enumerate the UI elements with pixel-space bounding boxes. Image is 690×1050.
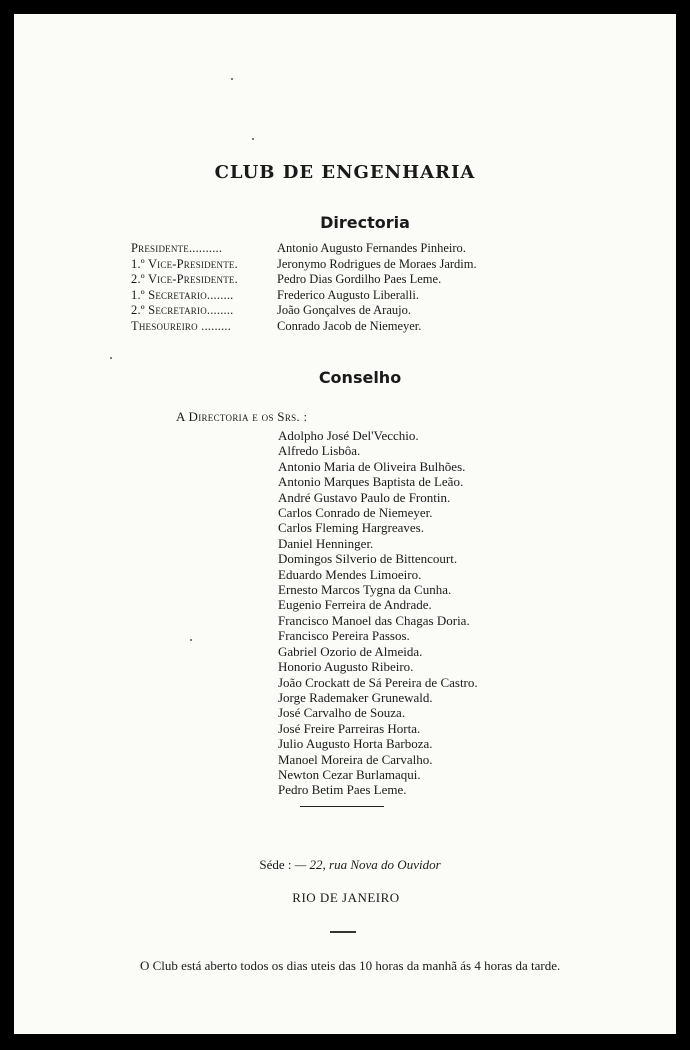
office-title: 2.º Vice-Presidente.: [131, 272, 238, 286]
officer-row: [131, 319, 477, 335]
member-name: Adolpho José Del'Vecchio.: [278, 428, 419, 443]
member-name: Carlos Conrado de Niemeyer.: [278, 505, 433, 521]
section-divider: [300, 806, 384, 807]
office-title: 1.º Vice-Presidente.: [131, 256, 238, 271]
member-name: Honorio Augusto Ribeiro.: [278, 659, 414, 675]
member-name: Francisco Manoel das Chagas Doria.: [278, 612, 470, 628]
member-name: Gabriel Ozorio de Almeida.: [278, 643, 423, 659]
print-speck: [231, 78, 233, 80]
officer-row: [131, 257, 477, 273]
member-name: Julio Augusto Horta Barboza.: [278, 736, 433, 752]
member-name: André Gustavo Paulo de Frontin.: [278, 489, 451, 505]
office-title: 2.º Secretario........: [131, 303, 234, 317]
member-name: Domingos Silverio de Bittencourt.: [278, 551, 458, 567]
directoria-heading: Directoria: [320, 213, 410, 232]
print-speck: [190, 639, 192, 641]
officer-name: Pedro Dias Gordilho Paes Leme.: [277, 272, 442, 286]
conselho-intro: A Directoria e os Srs. :: [176, 409, 308, 424]
member-name: Daniel Henninger.: [278, 535, 374, 551]
office-title: Presidente..........: [131, 241, 223, 255]
page-title: CLUB DE ENGENHARIA: [214, 162, 476, 183]
print-speck: [110, 357, 112, 359]
member-name: Eduardo Mendes Limoeiro.: [278, 566, 422, 582]
officer-name: Antonio Augusto Fernandes Pinheiro.: [277, 241, 466, 255]
member-name: Eugenio Ferreira de Andrade.: [278, 597, 432, 613]
opening-hours-notice: O Club está aberto todos os dias uteis das 10 horas da manhã ás 4 horas da tarde.: [140, 958, 561, 973]
officer-row: [131, 303, 477, 319]
officer-row: [131, 288, 477, 304]
seat-label: Séde :: [259, 857, 292, 872]
member-name: Alfredo Lisbôa.: [278, 443, 361, 459]
officer-row: [131, 272, 477, 288]
officer-name: Frederico Augusto Liberalli.: [277, 287, 419, 302]
document-page: [14, 14, 676, 1034]
short-divider: [330, 931, 356, 933]
member-name: Jorge Rademaker Grunewald.: [278, 689, 433, 705]
member-name: Francisco Pereira Passos.: [278, 628, 410, 644]
member-name: Newton Cezar Burlamaqui.: [278, 766, 421, 782]
print-speck: [252, 138, 254, 140]
officers-list: [131, 241, 477, 334]
seat-line: [14, 857, 676, 873]
member-name: Antonio Marques Baptista de Leão.: [278, 474, 464, 490]
member-name: Carlos Fleming Hargreaves.: [278, 520, 424, 536]
member-name: José Carvalho de Souza.: [278, 705, 406, 721]
member-name: João Crockatt de Sá Pereira de Castro.: [278, 674, 478, 690]
officer-name: Jeronymo Rodrigues de Moraes Jardim.: [277, 256, 477, 271]
officer-name: João Gonçalves de Araujo.: [277, 303, 411, 317]
member-name: Manoel Moreira de Carvalho.: [278, 751, 433, 767]
member-name: Antonio Maria de Oliveira Bulhões.: [278, 458, 466, 474]
conselho-heading: Conselho: [318, 368, 402, 387]
members-list: [278, 428, 478, 798]
office-title: Thesoureiro .........: [131, 318, 232, 333]
member-name: Ernesto Marcos Tygna da Cunha.: [278, 582, 452, 598]
member-name: José Freire Parreiras Horta.: [278, 720, 421, 736]
member-name: Pedro Betim Paes Leme.: [278, 782, 407, 798]
officer-name: Conrado Jacob de Niemeyer.: [277, 318, 422, 333]
officer-row: [131, 241, 477, 257]
office-title: 1.º Secretario........: [131, 287, 234, 302]
seat-address: — 22, rua Nova do Ouvidor: [294, 857, 441, 872]
city-name: RIO DE JANEIRO: [292, 890, 400, 905]
